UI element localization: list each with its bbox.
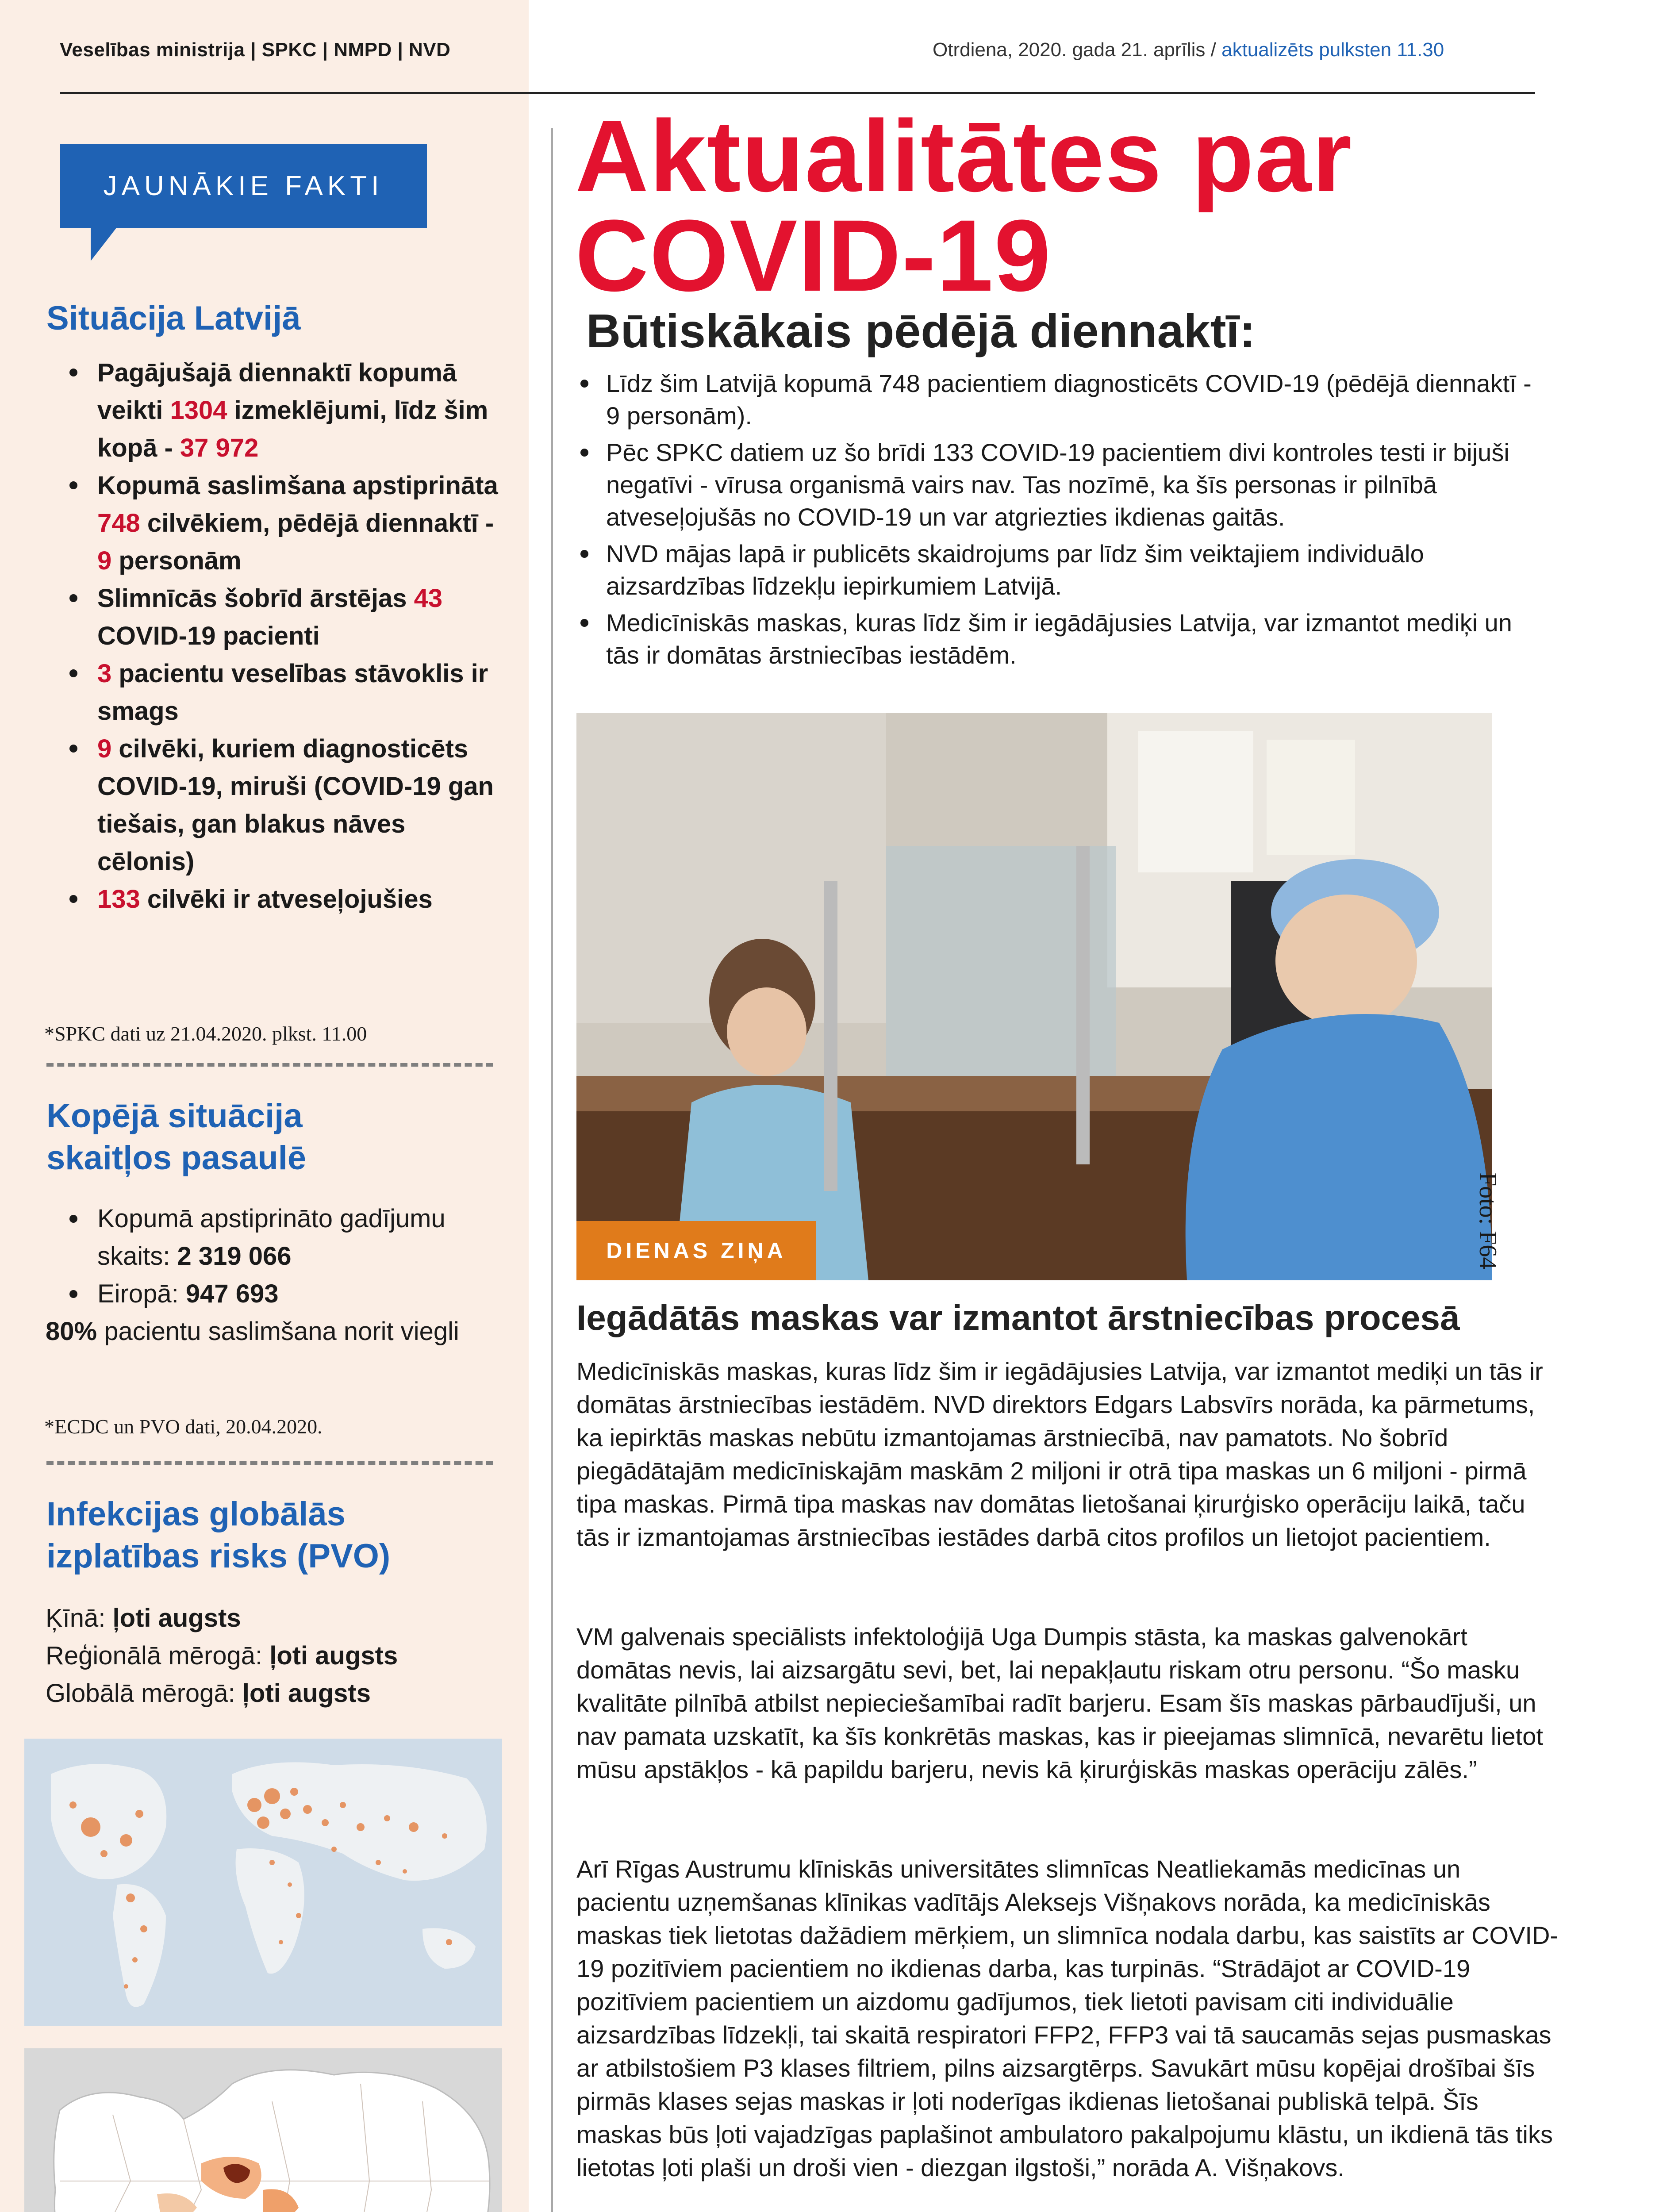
facts-label-box bbox=[60, 144, 427, 228]
risk-section-title: Infekcijas globālās izplatības risks (PVO) bbox=[46, 1495, 391, 1575]
speech-bubble-tail bbox=[91, 226, 118, 261]
latvia-source-note: *SPKC dati uz 21.04.2020. plkst. 11.00 bbox=[44, 1022, 367, 1045]
world-stats-list bbox=[60, 1200, 507, 1313]
list-item: Kopumā apstiprināto gadījumu skaits: 2 319 066 bbox=[60, 1200, 507, 1275]
list-item: Pagājušajā diennaktī kopumā veikti 1304 izmeklējumi, līdz šim kopā - 37 972 bbox=[60, 354, 507, 467]
article-paragraph: VM galvenais speciālists infektoloģijā Uga Dumpis stāsta, ka maskas galvenokārt domātas nevis, lai aizsargātu sevi, bet, lai nepakļautu riskam otru personu. “Šo masku kvalitāte pilnībā atbilst nepieciešamībai radīt barjeru. Esam šīs maskas pārbaudījuši, un nav pamata uzskatīt, ka šīs konkrētās maskas, kas ir pieejamas slimnīcā, nevarētu lietot mūsu apstākļos - kā papildu barjeru, nevis kā ķirurģiskās maskas operāciju zālēs.” bbox=[576, 1623, 1543, 1783]
latvia-facts-list bbox=[60, 354, 507, 918]
list-item: 133 cilvēki ir atveseļojušies bbox=[60, 880, 507, 918]
list-item: 3 pacientu veselības stāvoklis ir smags bbox=[60, 655, 507, 730]
mild-cases-text: 80% pacientu saslimšana norit viegli bbox=[46, 1317, 459, 1346]
latvia-cases-map bbox=[24, 2048, 502, 2212]
dashed-divider bbox=[46, 1063, 493, 1067]
facts-label: JAUNĀKIE FAKTI bbox=[103, 170, 384, 201]
list-item: 9 cilvēki, kuriem diagnosticēts COVID-19, miruši (COVID-19 gan tiešais, gan blakus nāves cēlonis) bbox=[60, 730, 507, 880]
news-of-day-badge: DIENAS ZIŅA bbox=[576, 1221, 816, 1280]
article-paragraph: Medicīniskās maskas, kuras līdz šim ir iegādājusies Latvija, var izmantot mediķi un tās ir domātas ārstniecības iestādēm. NVD direktors Edgars Labsvīrs norāda, ka pārmetums, ka iepirktās maskas nebūtu izmantojamas ārstniecībā, nav pamatots. No šobrīd piegādātajām medicīniskajām maskām 2 miljoni ir otrā tipa maskas un 6 miljoni - pirmā tipa maskas. Pirmā tipa maskas nav domātas lietošanai ķirurģisko operāciju laikā, taču tās ir izmantojamas ārstniecības iestādes darbā citos profilos un lietojot pacientiem. bbox=[576, 1357, 1543, 1551]
world-section-title: Kopējā situācija skaitļos pasaulē bbox=[46, 1097, 307, 1177]
world-cases-map bbox=[24, 1739, 502, 2026]
latvia-section-title: Situācija Latvijā bbox=[46, 300, 301, 337]
photo-credit: Foto: F64 bbox=[1474, 1172, 1502, 1270]
header-date: Otrdiena, 2020. gada 21. aprīlis bbox=[933, 39, 1206, 61]
list-item: Līdz šim Latvijā kopumā 748 pacientiem diagnosticēts COVID-19 (pēdējā diennaktī - 9 personām). bbox=[575, 367, 1548, 432]
list-item: Slimnīcās šobrīd ārstējas 43 COVID-19 pacienti bbox=[60, 580, 507, 655]
header-separator: / bbox=[1205, 39, 1222, 61]
risk-row: Globālā mērogā: ļoti augsts bbox=[46, 1679, 371, 1708]
list-item: Medicīniskās maskas, kuras līdz šim ir iegādājusies Latvija, var izmantot mediķi un tās ir domātas ārstniecības iestādēm. bbox=[575, 607, 1548, 671]
page-title: Aktualitātes par COVID-19 bbox=[575, 99, 1353, 312]
header-organizations: Veselības ministrija | SPKC | NMPD | NVD bbox=[60, 39, 451, 61]
key-facts-list bbox=[575, 367, 1548, 676]
article-title: Iegādātās maskas var izmantot ārstniecības procesā bbox=[576, 1298, 1460, 1337]
hospital-reception-photo bbox=[576, 713, 1492, 1280]
header-date-line bbox=[933, 39, 1444, 61]
key-facts-heading: Būtiskākais pēdējā diennaktī: bbox=[586, 304, 1256, 357]
article-paragraph: Arī Rīgas Austrumu klīniskās universitātes slimnīcas Neatliekamās medicīnas un pacientu uzņemšanas klīnikas vadītājs Aleksejs Višņakovs norāda, ka medicīniskās maskas tiek lietotas dažādiem mērķiem, un slimnīca nodala darbu, kas saistīts ar COVID-19 pozitīviem pacientiem no ikdienas darba, kas turpinās. “Strādājot ar COVID-19 pozitīviem pacientiem un aizdomu gadījumos, tiek lietoti pavisam citi individuālie aizsardzības līdzekļi, tai skaitā respiratori FFP2, FFP3 vai tā saucamās sejas pusmaskas ar atbilstošiem P3 klases filtriem, pilns aizsargtērps. Savukārt mūsu kopējai drošībai šīs pirmās klases sejas maskas ir ļoti noderīgas ikdienas lietošanai publiskā telpā. Šīs maskas būs ļoti vajadzīgas paplašinot ambulatoro pakalpojumu klāstu, un ikdienā tās tiks lietotas ļoti plaši un droši vien - diezgan ilgstoši,” norāda A. Višņakovs. bbox=[576, 1855, 1559, 2181]
list-item: Pēc SPKC datiem uz šo brīdi 133 COVID-19 pacientiem divi kontroles testi ir bijuši negatīvi - vīrusa organismā vairs nav. Tas nozīmē, ka šīs personas ir pilnībā atveseļojušās no COVID-19 un var atgriezties ikdienas gaitās. bbox=[575, 436, 1548, 533]
list-item: Eiropā: 947 693 bbox=[60, 1275, 507, 1313]
header-rule bbox=[60, 92, 1535, 94]
dashed-divider bbox=[46, 1461, 493, 1465]
list-item: NVD mājas lapā ir publicēts skaidrojums par līdz šim veiktajiem individuālo aizsardzības līdzekļu iepirkumiem Latvijā. bbox=[575, 538, 1548, 602]
header-updated: aktualizēts pulksten 11.30 bbox=[1221, 39, 1444, 61]
column-divider bbox=[551, 128, 553, 2212]
risk-levels bbox=[46, 1599, 510, 1712]
risk-row: Ķīnā: ļoti augsts bbox=[46, 1604, 241, 1632]
risk-row: Reģionālā mērogā: ļoti augsts bbox=[46, 1641, 398, 1670]
world-source-note: *ECDC un PVO dati, 20.04.2020. bbox=[44, 1415, 323, 1438]
list-item: Kopumā saslimšana apstiprināta 748 cilvēkiem, pēdējā diennaktī - 9 personām bbox=[60, 467, 507, 580]
